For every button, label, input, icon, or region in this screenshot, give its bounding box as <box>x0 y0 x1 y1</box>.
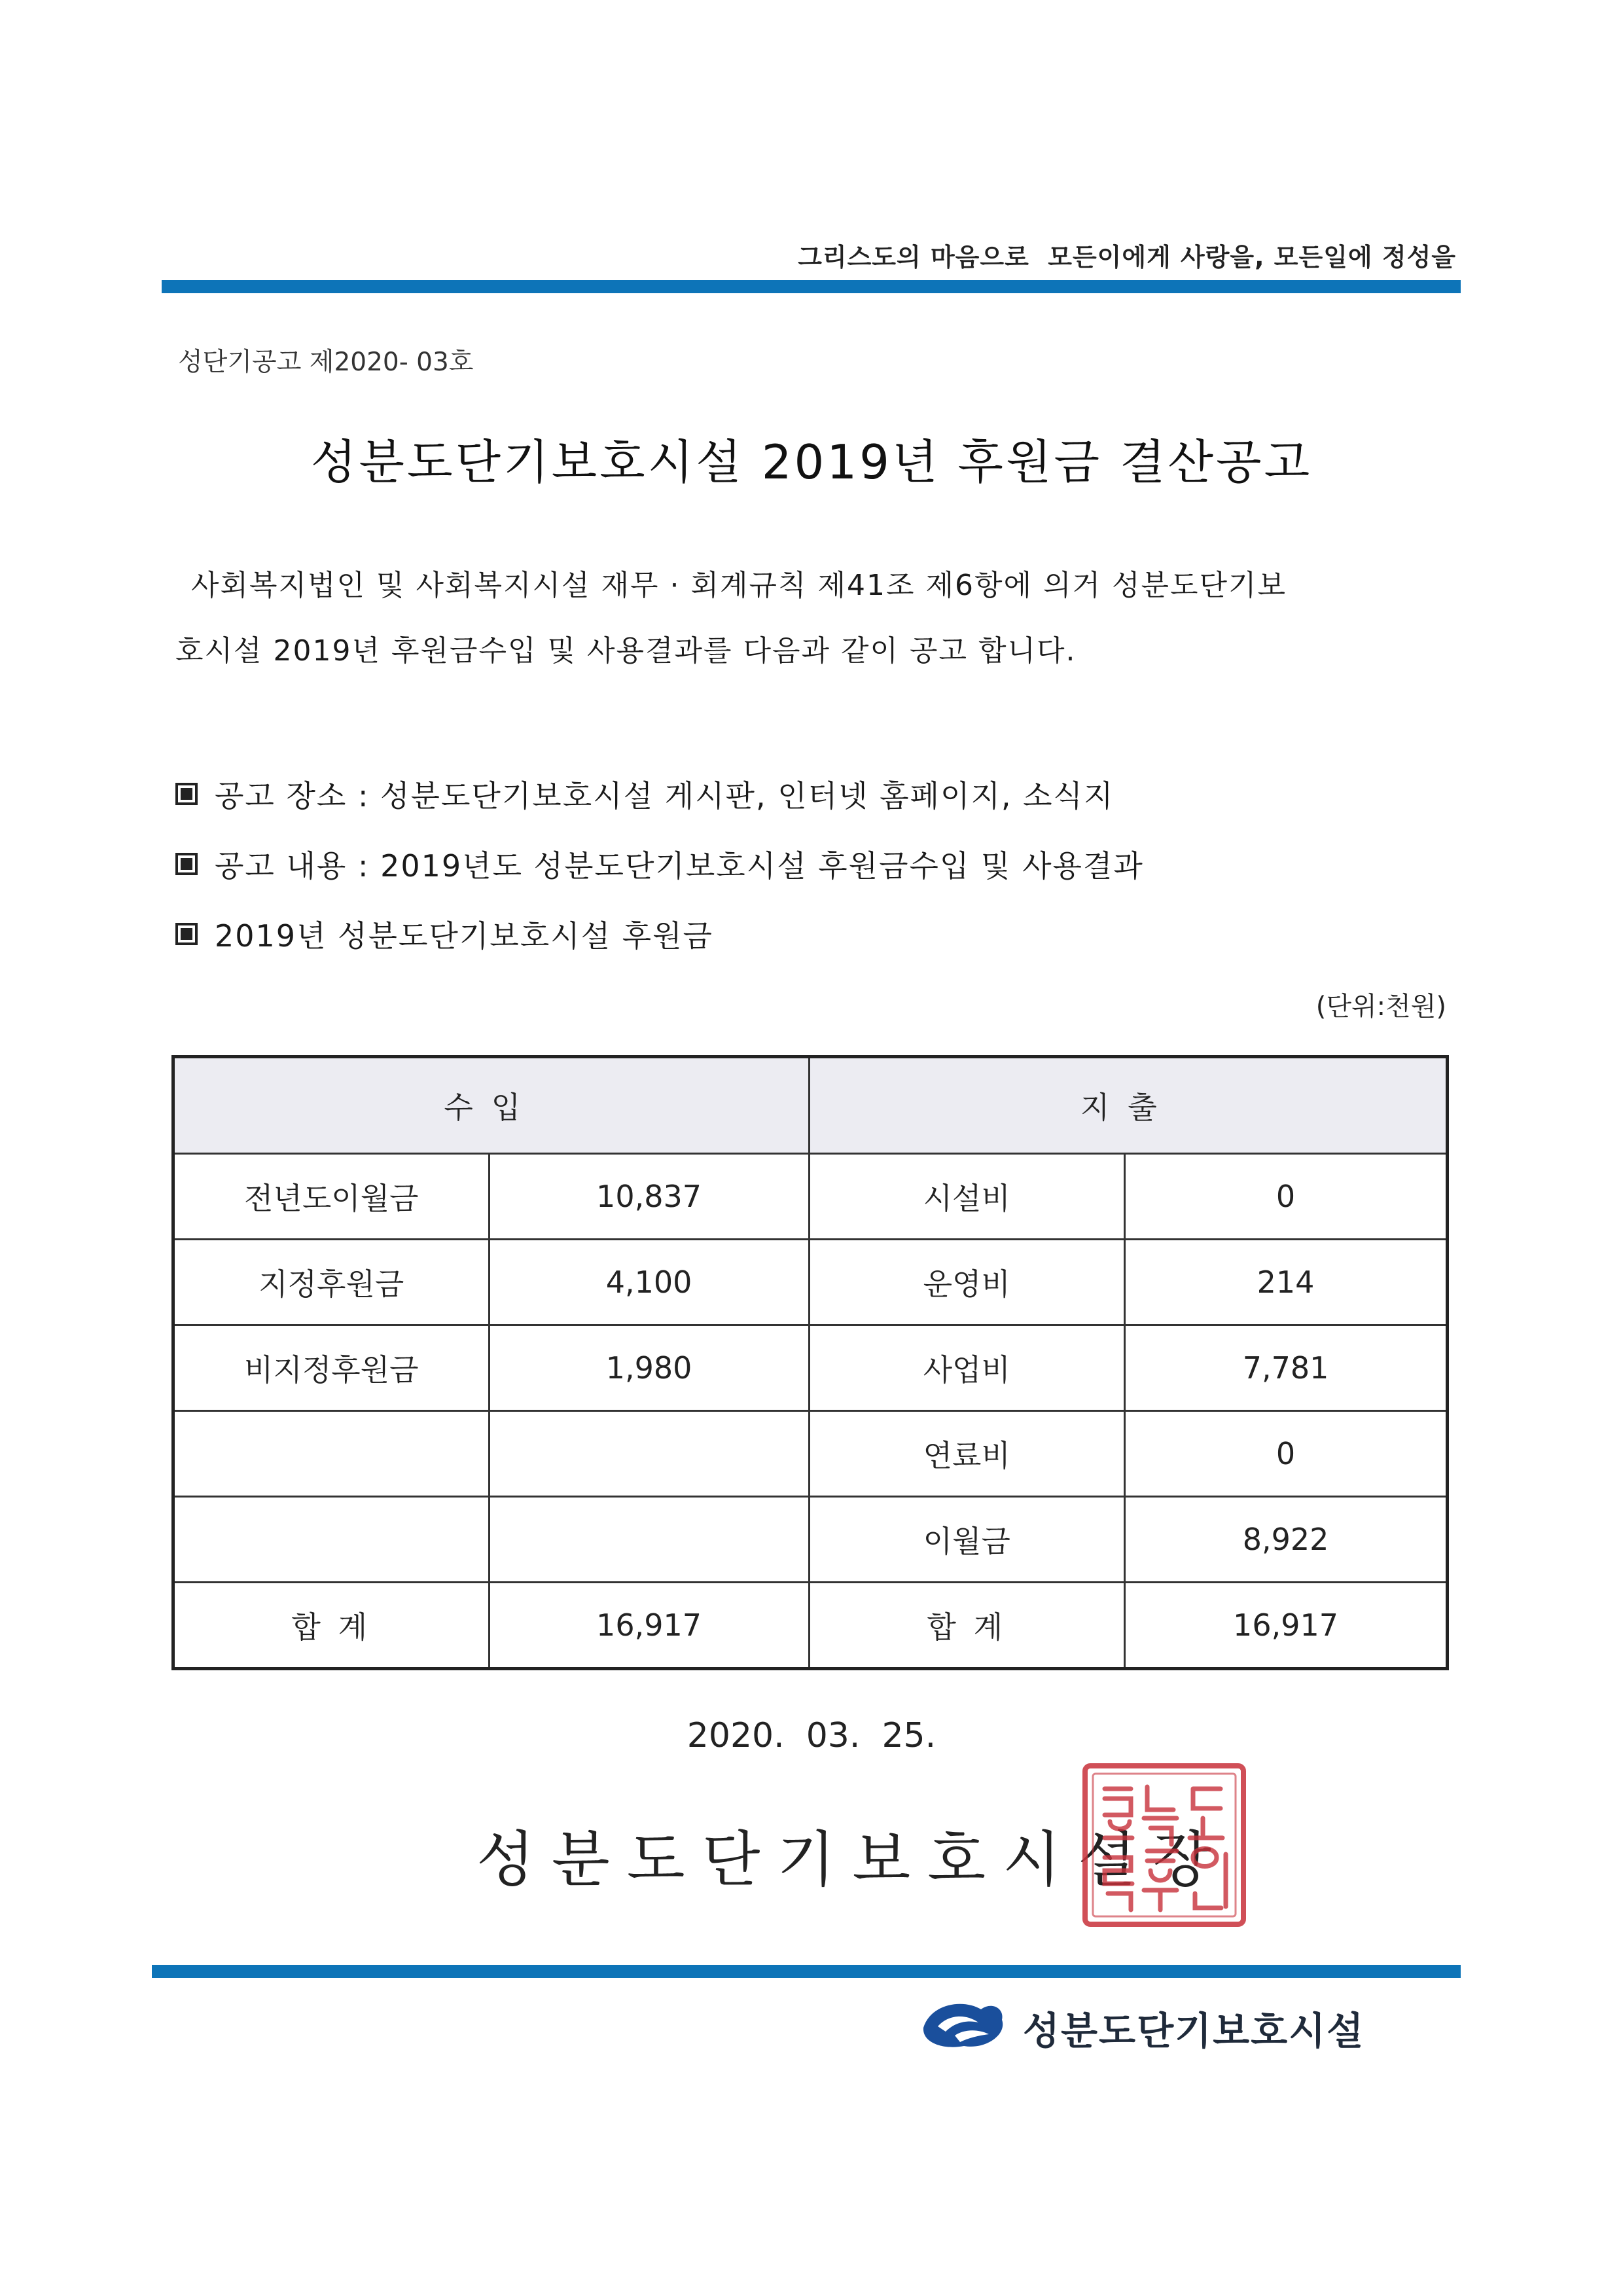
table-row <box>173 1497 1448 1583</box>
header-divider <box>162 280 1461 293</box>
notice-date: 2020. 03. 25. <box>687 1716 936 1755</box>
notice-item-text: 2019년 성분도단기보호시설 후원금 <box>215 918 713 954</box>
notice-item-content <box>175 842 1144 886</box>
square-bullet-icon <box>175 923 198 945</box>
expense-value: 214 <box>1125 1240 1448 1325</box>
fund-table <box>171 1055 1449 1670</box>
notice-item-text: 공고 내용 : 2019년도 성분도단기보호시설 후원금수입 및 사용결과 <box>215 848 1144 884</box>
footer-divider <box>152 1965 1461 1978</box>
expense-label: 이월금 <box>809 1497 1125 1583</box>
income-header: 수입 <box>173 1057 810 1154</box>
table-header-row <box>173 1057 1448 1154</box>
intro-line-2: 호시설 2019년 후원금수입 및 사용결과를 다음과 같이 공고 합니다. <box>175 634 1077 668</box>
table-row <box>173 1411 1448 1497</box>
expense-value: 8,922 <box>1125 1497 1448 1583</box>
income-label: 비지정후원금 <box>173 1325 490 1411</box>
page-title: 성분도단기보호시설 2019년 후원금 결산공고 <box>310 435 1313 490</box>
income-label: 전년도이월금 <box>173 1154 490 1240</box>
table-row <box>173 1240 1448 1325</box>
expense-total-label: 합 계 <box>809 1583 1125 1669</box>
expense-label: 사업비 <box>809 1325 1125 1411</box>
square-bullet-icon <box>175 853 198 875</box>
expense-label: 시설비 <box>809 1154 1125 1240</box>
document-number: 성단기공고 제2020- 03호 <box>178 348 474 377</box>
table-total-row <box>173 1583 1448 1669</box>
notice-item-fund <box>175 912 713 956</box>
income-value: 10,837 <box>489 1154 809 1240</box>
organization-signature: 성분도단기보호시설장 <box>476 1825 1228 1895</box>
income-value <box>489 1411 809 1497</box>
income-total-label: 합 계 <box>173 1583 490 1669</box>
square-bullet-icon <box>175 783 198 805</box>
header-motto: 그리스도의 마음으로 모든이에게 사랑을, 모든일에 정성을 <box>798 243 1456 272</box>
income-label <box>173 1411 490 1497</box>
official-seal-icon <box>1079 1759 1250 1931</box>
organization-logo-icon <box>918 1996 1007 2053</box>
expense-label: 운영비 <box>809 1240 1125 1325</box>
notice-item-place <box>175 772 1114 816</box>
footer-organization-name: 성분도단기보호시설 <box>1023 2009 1365 2053</box>
unit-label: (단위:천원) <box>1315 992 1446 1022</box>
income-label: 지정후원금 <box>173 1240 490 1325</box>
notice-item-text: 공고 장소 : 성분도단기보호시설 게시판, 인터넷 홈페이지, 소식지 <box>215 778 1115 814</box>
expense-value: 0 <box>1125 1154 1448 1240</box>
income-value: 4,100 <box>489 1240 809 1325</box>
expense-value: 0 <box>1125 1411 1448 1497</box>
income-total-value: 16,917 <box>489 1583 809 1669</box>
expense-header: 지출 <box>809 1057 1448 1154</box>
table-row <box>173 1154 1448 1240</box>
income-value: 1,980 <box>489 1325 809 1411</box>
expense-label: 연료비 <box>809 1411 1125 1497</box>
income-value <box>489 1497 809 1583</box>
expense-total-value: 16,917 <box>1125 1583 1448 1669</box>
intro-line-1: 사회복지법인 및 사회복지시설 재무 · 회계규칙 제41조 제6항에 의거 성분도단기보 <box>191 569 1287 602</box>
table-row <box>173 1325 1448 1411</box>
income-label <box>173 1497 490 1583</box>
expense-value: 7,781 <box>1125 1325 1448 1411</box>
